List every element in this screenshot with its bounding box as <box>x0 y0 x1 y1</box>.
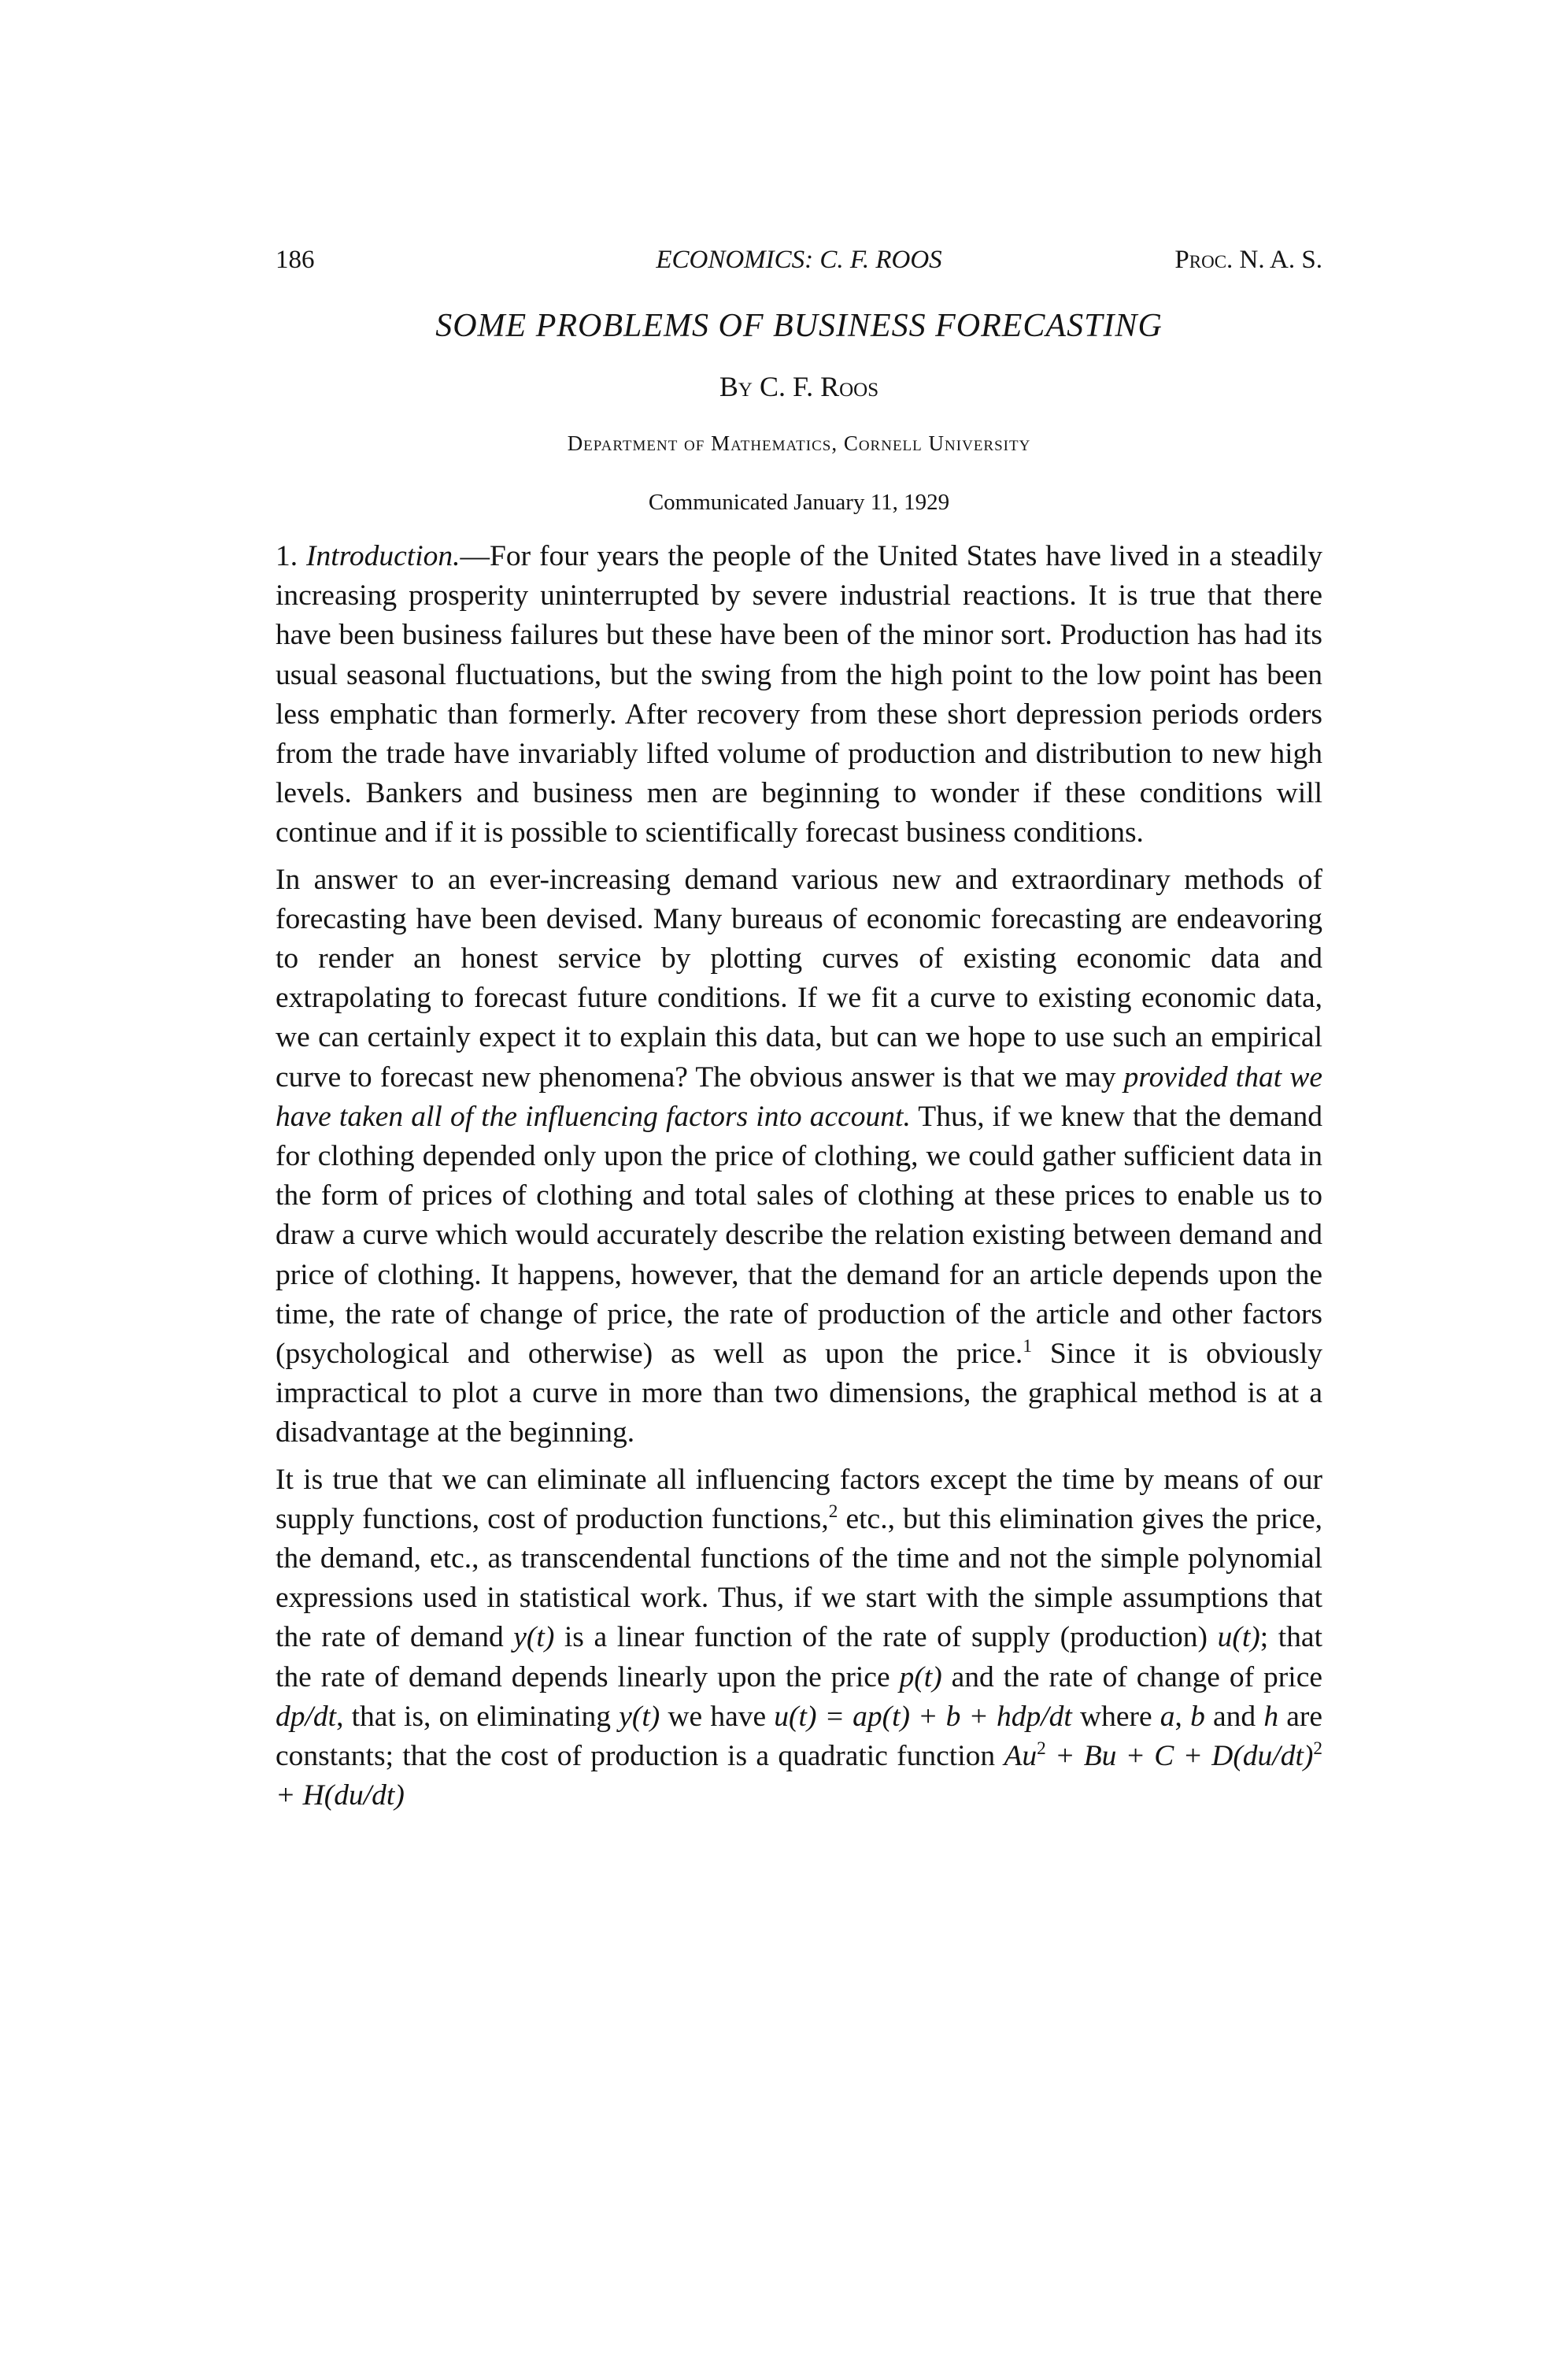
math-y-t: y(t) <box>513 1621 555 1654</box>
math-a: a <box>1160 1700 1175 1733</box>
paragraph-text: is a linear function of the rate of supply (production) <box>554 1621 1218 1654</box>
paragraph-text: and <box>1204 1700 1264 1733</box>
article-title: SOME PROBLEMS OF BUSINESS FORECASTING <box>435 308 1163 344</box>
math-b: b <box>1190 1700 1205 1733</box>
footnote-ref-1: 1 <box>1023 1336 1032 1357</box>
paragraph-text: are constants; that the cost of production is a quadratic function <box>276 1700 1323 1773</box>
exponent: 2 <box>1037 1738 1046 1760</box>
paragraph-text: we have <box>660 1700 775 1733</box>
equation-supply: u(t) = ap(t) + b + hdp/dt <box>774 1700 1072 1733</box>
paragraph-text: In answer to an ever-increasing demand various new and extraordinary methods of forecasting have been devised. Many bureaus of economic forecasting are endeavoring to render an honest service by plotting curves of existing economic data and extrapolating to forecast future conditions. If we fit a curve to existing economic data, we can certainly expect it to explain this data, but can we hope to use such an empirical curve to forecast new phenomena? The obvious answer is that we may <box>276 863 1322 1094</box>
paragraph-text: , that is, on eliminating <box>336 1700 620 1733</box>
equation-cost-part: + Bu + C + D(du/dt) <box>1045 1740 1314 1773</box>
math-u-t: u(t) <box>1217 1621 1260 1654</box>
paragraph-text: Since it is obviously impractical to plot a curve in more than two dimensions, the graphical method is at a disadvantage at the beginning. <box>276 1338 1322 1449</box>
paragraph-text: , <box>1174 1700 1191 1733</box>
page-number: 186 <box>276 246 315 274</box>
exponent: 2 <box>1313 1738 1323 1760</box>
math-dp-dt: dp/dt <box>276 1700 337 1733</box>
journal-abbreviation: Proc. N. A. S. <box>1174 246 1322 274</box>
math-p-t: p(t) <box>899 1660 942 1693</box>
running-head <box>276 246 1322 285</box>
author-affiliation: Department of Mathematics, Cornell University <box>567 431 1031 455</box>
math-y-t: y(t) <box>619 1700 660 1733</box>
paragraph-text: where <box>1071 1700 1160 1733</box>
equation-cost-part: Au <box>1004 1740 1037 1773</box>
paragraph-text: —For four years the people of the United States have lived in a steadily increasing prosperity uninterrupted by severe industrial reactions. It is true that there have been business failures but these have been of the minor sort. Production has had its usual seasonal fluctuations, but the swing from the high point to the low point has been less emphatic than formerly. After recovery from these short depression periods orders from the trade have invariably lifted volume of production and distribution to new high levels. Bankers and business men are beginning to wonder if these conditions will continue and if it is possible to scientifically forecast business conditions. <box>276 540 1323 849</box>
footnote-ref-2: 2 <box>828 1501 838 1522</box>
paragraph-text: Thus, if we knew that the demand for clothing depended only upon the price of clothing, we could gather sufficient data in the form of prices of clothing and total sales of clothing at these prices to enable us to draw a curve which would accurately describe the relation existing between demand and price of clothing. It happens, however, that the demand for an article depends upon the time, the rate of change of price, the rate of production of the article and other factors (psychological and otherwise) as well as upon the price. <box>276 1100 1322 1371</box>
emphasized-text: provided that we have taken all of the influencing factors into account. <box>276 1060 1322 1133</box>
article-body <box>276 537 1322 1823</box>
math-h: h <box>1263 1700 1279 1733</box>
running-title: ECONOMICS: C. F. ROOS <box>656 246 942 274</box>
paragraph-forecasting-methods <box>276 861 1322 1453</box>
paragraph-text: and the rate of change of price <box>941 1660 1322 1693</box>
section-heading: Introduction. <box>306 540 460 572</box>
paragraph-text: It is true that we can eliminate all influencing factors except the time by means of our supply functions, cost of production functions, <box>276 1463 1322 1535</box>
paragraph-elimination <box>276 1460 1322 1816</box>
author-byline: By C. F. Roos <box>719 371 879 402</box>
paragraph-text: etc., but this elimination gives the price, the demand, etc., as transcendental functions of the time and not the simple polynomial expressions used in statistical work. Thus, if we start with the simple assumptions that the rate of demand <box>276 1502 1322 1654</box>
equation-cost-part: + H(du/dt) <box>276 1779 405 1812</box>
communicated-date: Communicated January 11, 1929 <box>648 490 950 515</box>
paragraph-text: ; that the rate of demand depends linearly upon the price <box>276 1621 1322 1693</box>
paragraph-introduction <box>276 537 1322 853</box>
section-number: 1. <box>276 540 307 572</box>
